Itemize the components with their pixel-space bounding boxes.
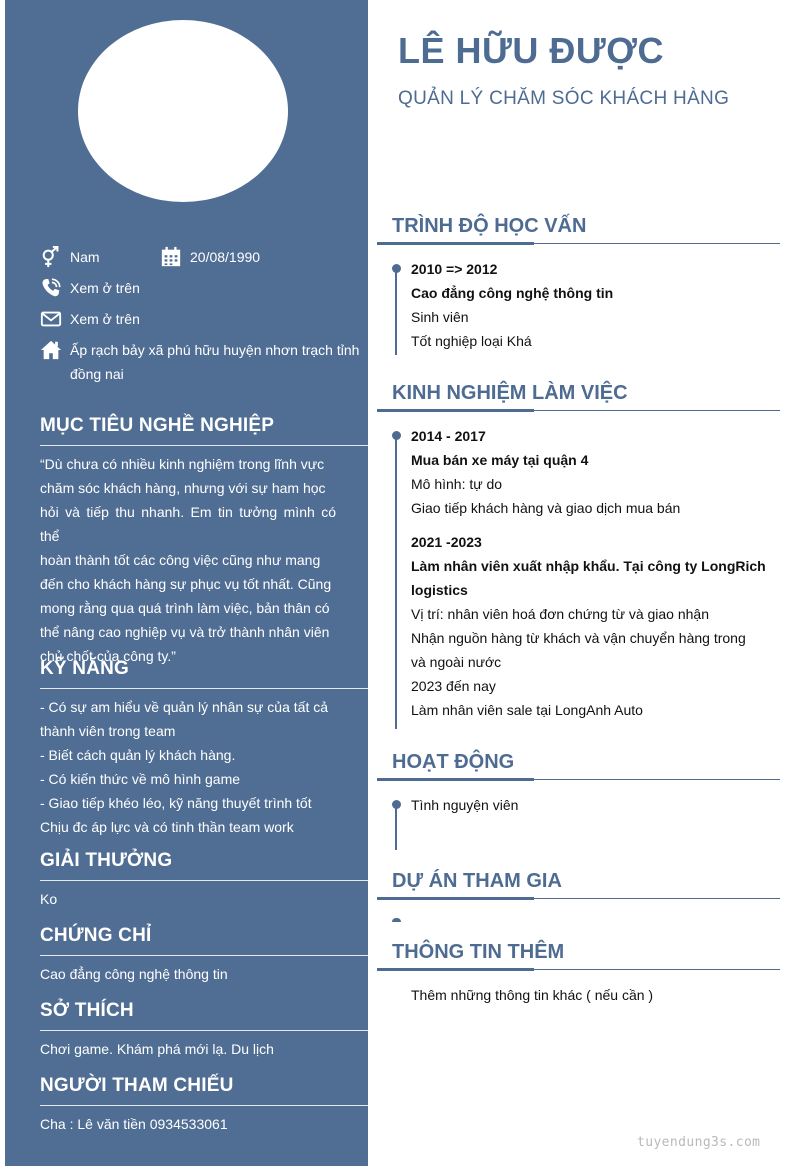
references-heading: NGƯỜI THAM CHIẾU	[40, 1075, 368, 1106]
experience-heading: KINH NGHIỆM LÀM VIỆC	[392, 382, 628, 404]
section-divider	[377, 898, 780, 899]
experience-line: Vị trí: nhân viên hoá đơn chứng từ và giao nhận	[411, 606, 710, 622]
career-goal-line: chăm sóc khách hàng, nhưng với sự ham học	[40, 480, 326, 496]
skills-text	[40, 695, 336, 839]
phone-icon	[40, 277, 62, 299]
experience-line: Làm nhân viên sale tại LongAnh Auto	[411, 702, 643, 718]
email-value: Xem ở trên	[70, 311, 140, 327]
extra-text: Thêm những thông tin khác ( nếu cần )	[411, 987, 654, 1003]
sidebar	[5, 0, 368, 1166]
skill-line: thành viên trong team	[40, 723, 176, 739]
gender-value: Nam	[70, 249, 100, 265]
activities-heading: HOẠT ĐỘNG	[392, 751, 515, 773]
address-line: đồng nai	[70, 366, 124, 382]
certificates-text: Cao đẳng công nghệ thông tin	[40, 966, 228, 982]
calendar-icon	[160, 246, 182, 268]
timeline-dot	[392, 431, 401, 440]
career-goal-line: mong rằng qua quá trình làm việc, bản thân có	[40, 600, 330, 616]
address-line: Ấp rạch bảy xã phú hữu huyện nhơn trạch tỉnh	[70, 342, 360, 358]
section-divider	[377, 779, 780, 780]
timeline-dot	[392, 800, 401, 809]
career-goal-line: hoàn thành tốt các công việc cũng như mang	[40, 552, 321, 568]
experience-line: Nhận nguồn hàng từ khách và vận chuyển hàng trong	[411, 630, 746, 646]
phone-value: Xem ở trên	[70, 280, 140, 296]
skill-line: - Có kiến thức về mô hình game	[40, 771, 241, 787]
phone-row	[40, 276, 140, 300]
experience-line: Mô hình: tự do	[411, 476, 503, 492]
timeline-line	[395, 804, 397, 850]
skill-line: Chịu đc áp lực và có tinh thần team work	[40, 819, 294, 835]
timeline-line	[395, 268, 397, 355]
education-role: Sinh viên	[411, 309, 469, 325]
education-entry	[411, 257, 771, 353]
extra-entry	[411, 983, 771, 1007]
section-divider	[377, 410, 780, 411]
experience-heading-text: Làm nhân viên xuất nhập khẩu. Tại công ty LongRich	[411, 558, 766, 574]
address-row	[40, 338, 360, 386]
hobbies-text: Chơi game. Khám phá mới lạ. Du lịch	[40, 1041, 274, 1057]
hobbies-heading: SỞ THÍCH	[40, 1000, 368, 1031]
education-heading: TRÌNH ĐỘ HỌC VẤN	[392, 215, 587, 237]
mail-icon	[40, 308, 62, 330]
career-goal-line: “Dù chưa có nhiều kinh nghiệm trong lĩnh vực	[40, 456, 325, 472]
experience-item	[411, 424, 771, 520]
timeline-dot	[392, 264, 401, 273]
career-goal-text	[40, 452, 336, 668]
experience-period: 2014 - 2017	[411, 428, 486, 444]
career-goal-line: chủ chốt của công ty.”	[40, 648, 176, 664]
experience-line: Giao tiếp khách hàng và giao dịch mua bán	[411, 500, 681, 516]
activity-text: Tình nguyện viên	[411, 797, 519, 813]
candidate-name: LÊ HỮU ĐƯỢC	[398, 30, 664, 71]
skills-heading: KỸ NĂNG	[40, 658, 368, 689]
watermark: tuyendung3s.com	[637, 1135, 761, 1150]
birthday-row	[160, 245, 260, 269]
references-text: Cha : Lê văn tiền 0934533061	[40, 1116, 228, 1132]
career-goal-heading: MỤC TIÊU NGHỀ NGHIỆP	[40, 415, 368, 446]
career-goal-line: đến cho khách hàng sự phục vụ tốt nhất. Cũng	[40, 576, 332, 592]
home-icon	[40, 339, 62, 361]
experience-heading-text: Mua bán xe máy tại quận 4	[411, 452, 589, 468]
activities-entry	[411, 793, 771, 817]
education-period: 2010 => 2012	[411, 261, 498, 277]
experience-line: và ngoài nước	[411, 654, 502, 670]
experience-line: 2023 đến nay	[411, 678, 496, 694]
gender-icon	[40, 246, 62, 268]
section-divider	[377, 969, 780, 970]
awards-text: Ko	[40, 891, 58, 907]
awards-heading: GIẢI THƯỞNG	[40, 850, 368, 881]
education-result: Tốt nghiệp loại Khá	[411, 333, 532, 349]
education-school: Cao đẳng công nghệ thông tin	[411, 285, 614, 301]
timeline-line	[395, 435, 397, 729]
address-value	[70, 338, 359, 386]
skill-line: - Giao tiếp khéo léo, kỹ năng thuyết trình tốt	[40, 795, 312, 811]
experience-item	[411, 530, 771, 722]
birthday-value: 20/08/1990	[190, 249, 261, 265]
skill-line: - Có sự am hiểu về quản lý nhân sự của tất cả	[40, 699, 329, 715]
job-title: QUẢN LÝ CHĂM SÓC KHÁCH HÀNG	[398, 88, 730, 109]
experience-period: 2021 -2023	[411, 534, 482, 550]
projects-heading: DỰ ÁN THAM GIA	[392, 870, 562, 892]
gender-row	[40, 245, 100, 269]
avatar[interactable]	[78, 20, 288, 202]
section-divider	[377, 243, 780, 244]
email-row	[40, 307, 140, 331]
career-goal-line: hỏi và tiếp thu nhanh. Em tin tưởng mình có thể	[40, 504, 336, 544]
skill-line: - Biết cách quản lý khách hàng.	[40, 747, 236, 763]
timeline-dot	[392, 918, 401, 922]
certificates-heading: CHỨNG CHỈ	[40, 925, 368, 956]
career-goal-line: thể nâng cao nghiệp vụ và trở thành nhân viên	[40, 624, 330, 640]
extra-heading: THÔNG TIN THÊM	[392, 941, 565, 963]
experience-heading-text: logistics	[411, 582, 468, 598]
